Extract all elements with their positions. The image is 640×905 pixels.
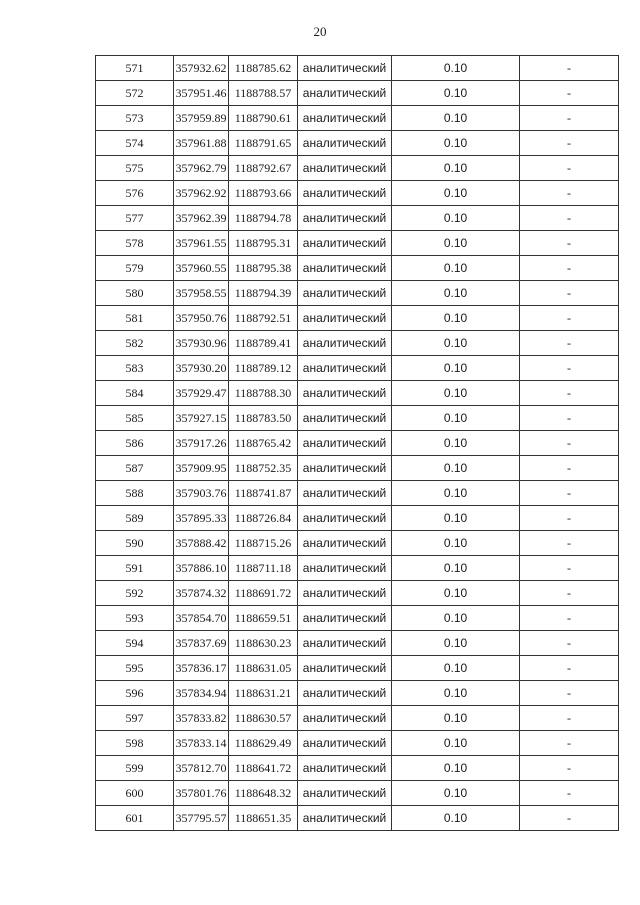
accuracy-cell: 0.10 (392, 431, 520, 456)
accuracy-cell: 0.10 (392, 756, 520, 781)
coordinates-table (95, 55, 619, 831)
method-cell: аналитический (298, 56, 392, 81)
point-number-cell: 582 (96, 331, 174, 356)
point-number-cell: 581 (96, 306, 174, 331)
accuracy-cell: 0.10 (392, 206, 520, 231)
y-coordinate-cell: 1188659.51 (229, 606, 298, 631)
accuracy-cell: 0.10 (392, 656, 520, 681)
description-cell: - (520, 156, 619, 181)
table-row (96, 281, 619, 306)
description-cell: - (520, 531, 619, 556)
description-cell: - (520, 556, 619, 581)
x-coordinate-cell: 357961.55 (174, 231, 229, 256)
x-coordinate-cell: 357812.70 (174, 756, 229, 781)
point-number-cell: 594 (96, 631, 174, 656)
method-cell: аналитический (298, 456, 392, 481)
point-number-cell: 586 (96, 431, 174, 456)
description-cell: - (520, 506, 619, 531)
table-row (96, 381, 619, 406)
point-number-cell: 599 (96, 756, 174, 781)
table-row (96, 756, 619, 781)
table-row (96, 331, 619, 356)
x-coordinate-cell: 357854.70 (174, 606, 229, 631)
accuracy-cell: 0.10 (392, 106, 520, 131)
x-coordinate-cell: 357959.89 (174, 106, 229, 131)
description-cell: - (520, 756, 619, 781)
method-cell: аналитический (298, 531, 392, 556)
description-cell: - (520, 306, 619, 331)
description-cell: - (520, 106, 619, 131)
accuracy-cell: 0.10 (392, 231, 520, 256)
description-cell: - (520, 181, 619, 206)
y-coordinate-cell: 1188631.05 (229, 656, 298, 681)
method-cell: аналитический (298, 281, 392, 306)
x-coordinate-cell: 357888.42 (174, 531, 229, 556)
accuracy-cell: 0.10 (392, 606, 520, 631)
accuracy-cell: 0.10 (392, 556, 520, 581)
method-cell: аналитический (298, 231, 392, 256)
y-coordinate-cell: 1188792.51 (229, 306, 298, 331)
description-cell: - (520, 206, 619, 231)
method-cell: аналитический (298, 656, 392, 681)
method-cell: аналитический (298, 431, 392, 456)
accuracy-cell: 0.10 (392, 331, 520, 356)
description-cell: - (520, 81, 619, 106)
x-coordinate-cell: 357836.17 (174, 656, 229, 681)
x-coordinate-cell: 357895.33 (174, 506, 229, 531)
table-row (96, 806, 619, 831)
accuracy-cell: 0.10 (392, 456, 520, 481)
accuracy-cell: 0.10 (392, 406, 520, 431)
table-row (96, 256, 619, 281)
description-cell: - (520, 356, 619, 381)
description-cell: - (520, 581, 619, 606)
table-row (96, 581, 619, 606)
description-cell: - (520, 256, 619, 281)
point-number-cell: 572 (96, 81, 174, 106)
x-coordinate-cell: 357917.26 (174, 431, 229, 456)
description-cell: - (520, 406, 619, 431)
y-coordinate-cell: 1188741.87 (229, 481, 298, 506)
method-cell: аналитический (298, 256, 392, 281)
y-coordinate-cell: 1188783.50 (229, 406, 298, 431)
description-cell: - (520, 606, 619, 631)
point-number-cell: 596 (96, 681, 174, 706)
y-coordinate-cell: 1188641.72 (229, 756, 298, 781)
x-coordinate-cell: 357932.62 (174, 56, 229, 81)
description-cell: - (520, 131, 619, 156)
y-coordinate-cell: 1188791.65 (229, 131, 298, 156)
x-coordinate-cell: 357837.69 (174, 631, 229, 656)
table-row (96, 131, 619, 156)
accuracy-cell: 0.10 (392, 781, 520, 806)
x-coordinate-cell: 357929.47 (174, 381, 229, 406)
y-coordinate-cell: 1188789.12 (229, 356, 298, 381)
x-coordinate-cell: 357960.55 (174, 256, 229, 281)
description-cell: - (520, 331, 619, 356)
point-number-cell: 591 (96, 556, 174, 581)
y-coordinate-cell: 1188630.23 (229, 631, 298, 656)
method-cell: аналитический (298, 331, 392, 356)
table-row (96, 706, 619, 731)
x-coordinate-cell: 357930.20 (174, 356, 229, 381)
accuracy-cell: 0.10 (392, 131, 520, 156)
method-cell: аналитический (298, 731, 392, 756)
accuracy-cell: 0.10 (392, 306, 520, 331)
point-number-cell: 600 (96, 781, 174, 806)
table-row (96, 206, 619, 231)
y-coordinate-cell: 1188785.62 (229, 56, 298, 81)
table-row (96, 231, 619, 256)
method-cell: аналитический (298, 631, 392, 656)
point-number-cell: 595 (96, 656, 174, 681)
point-number-cell: 584 (96, 381, 174, 406)
accuracy-cell: 0.10 (392, 631, 520, 656)
accuracy-cell: 0.10 (392, 481, 520, 506)
method-cell: аналитический (298, 306, 392, 331)
description-cell: - (520, 656, 619, 681)
description-cell: - (520, 381, 619, 406)
point-number-cell: 590 (96, 531, 174, 556)
description-cell: - (520, 56, 619, 81)
x-coordinate-cell: 357962.92 (174, 181, 229, 206)
method-cell: аналитический (298, 381, 392, 406)
description-cell: - (520, 781, 619, 806)
method-cell: аналитический (298, 606, 392, 631)
coordinates-table-body (96, 56, 619, 831)
accuracy-cell: 0.10 (392, 706, 520, 731)
y-coordinate-cell: 1188752.35 (229, 456, 298, 481)
x-coordinate-cell: 357951.46 (174, 81, 229, 106)
method-cell: аналитический (298, 481, 392, 506)
accuracy-cell: 0.10 (392, 531, 520, 556)
y-coordinate-cell: 1188726.84 (229, 506, 298, 531)
y-coordinate-cell: 1188691.72 (229, 581, 298, 606)
x-coordinate-cell: 357961.88 (174, 131, 229, 156)
method-cell: аналитический (298, 681, 392, 706)
table-row (96, 156, 619, 181)
point-number-cell: 588 (96, 481, 174, 506)
description-cell: - (520, 231, 619, 256)
point-number-cell: 598 (96, 731, 174, 756)
page-number: 20 (313, 24, 327, 39)
table-row (96, 781, 619, 806)
x-coordinate-cell: 357962.39 (174, 206, 229, 231)
point-number-cell: 583 (96, 356, 174, 381)
point-number-cell: 587 (96, 456, 174, 481)
x-coordinate-cell: 357874.32 (174, 581, 229, 606)
accuracy-cell: 0.10 (392, 81, 520, 106)
table-row (96, 731, 619, 756)
y-coordinate-cell: 1188651.35 (229, 806, 298, 831)
x-coordinate-cell: 357903.76 (174, 481, 229, 506)
method-cell: аналитический (298, 506, 392, 531)
y-coordinate-cell: 1188789.41 (229, 331, 298, 356)
x-coordinate-cell: 357833.14 (174, 731, 229, 756)
table-row (96, 56, 619, 81)
y-coordinate-cell: 1188792.67 (229, 156, 298, 181)
table-row (96, 456, 619, 481)
table-row (96, 606, 619, 631)
y-coordinate-cell: 1188631.21 (229, 681, 298, 706)
description-cell: - (520, 631, 619, 656)
x-coordinate-cell: 357886.10 (174, 556, 229, 581)
x-coordinate-cell: 357834.94 (174, 681, 229, 706)
method-cell: аналитический (298, 406, 392, 431)
point-number-cell: 578 (96, 231, 174, 256)
accuracy-cell: 0.10 (392, 181, 520, 206)
point-number-cell: 585 (96, 406, 174, 431)
y-coordinate-cell: 1188765.42 (229, 431, 298, 456)
y-coordinate-cell: 1188793.66 (229, 181, 298, 206)
accuracy-cell: 0.10 (392, 356, 520, 381)
x-coordinate-cell: 357795.57 (174, 806, 229, 831)
table-row (96, 531, 619, 556)
x-coordinate-cell: 357833.82 (174, 706, 229, 731)
method-cell: аналитический (298, 781, 392, 806)
point-number-cell: 574 (96, 131, 174, 156)
accuracy-cell: 0.10 (392, 581, 520, 606)
y-coordinate-cell: 1188788.57 (229, 81, 298, 106)
y-coordinate-cell: 1188788.30 (229, 381, 298, 406)
table-row (96, 506, 619, 531)
point-number-cell: 571 (96, 56, 174, 81)
description-cell: - (520, 806, 619, 831)
x-coordinate-cell: 357909.95 (174, 456, 229, 481)
method-cell: аналитический (298, 356, 392, 381)
accuracy-cell: 0.10 (392, 381, 520, 406)
y-coordinate-cell: 1188794.78 (229, 206, 298, 231)
point-number-cell: 589 (96, 506, 174, 531)
method-cell: аналитический (298, 806, 392, 831)
y-coordinate-cell: 1188711.18 (229, 556, 298, 581)
y-coordinate-cell: 1188790.61 (229, 106, 298, 131)
x-coordinate-cell: 357930.96 (174, 331, 229, 356)
table-row (96, 481, 619, 506)
table-row (96, 106, 619, 131)
accuracy-cell: 0.10 (392, 156, 520, 181)
table-row (96, 306, 619, 331)
x-coordinate-cell: 357962.79 (174, 156, 229, 181)
method-cell: аналитический (298, 181, 392, 206)
accuracy-cell: 0.10 (392, 56, 520, 81)
y-coordinate-cell: 1188795.31 (229, 231, 298, 256)
table-row (96, 656, 619, 681)
accuracy-cell: 0.10 (392, 281, 520, 306)
description-cell: - (520, 456, 619, 481)
description-cell: - (520, 431, 619, 456)
y-coordinate-cell: 1188715.26 (229, 531, 298, 556)
point-number-cell: 576 (96, 181, 174, 206)
point-number-cell: 573 (96, 106, 174, 131)
table-row (96, 431, 619, 456)
method-cell: аналитический (298, 81, 392, 106)
point-number-cell: 580 (96, 281, 174, 306)
method-cell: аналитический (298, 556, 392, 581)
table-row (96, 406, 619, 431)
table-row (96, 681, 619, 706)
accuracy-cell: 0.10 (392, 806, 520, 831)
y-coordinate-cell: 1188794.39 (229, 281, 298, 306)
table-row (96, 81, 619, 106)
table-row (96, 556, 619, 581)
description-cell: - (520, 731, 619, 756)
accuracy-cell: 0.10 (392, 681, 520, 706)
y-coordinate-cell: 1188630.57 (229, 706, 298, 731)
accuracy-cell: 0.10 (392, 256, 520, 281)
y-coordinate-cell: 1188795.38 (229, 256, 298, 281)
method-cell: аналитический (298, 706, 392, 731)
x-coordinate-cell: 357801.76 (174, 781, 229, 806)
point-number-cell: 577 (96, 206, 174, 231)
y-coordinate-cell: 1188629.49 (229, 731, 298, 756)
accuracy-cell: 0.10 (392, 731, 520, 756)
x-coordinate-cell: 357958.55 (174, 281, 229, 306)
x-coordinate-cell: 357927.15 (174, 406, 229, 431)
table-row (96, 356, 619, 381)
method-cell: аналитический (298, 156, 392, 181)
method-cell: аналитический (298, 206, 392, 231)
point-number-cell: 592 (96, 581, 174, 606)
method-cell: аналитический (298, 106, 392, 131)
description-cell: - (520, 681, 619, 706)
x-coordinate-cell: 357950.76 (174, 306, 229, 331)
y-coordinate-cell: 1188648.32 (229, 781, 298, 806)
description-cell: - (520, 281, 619, 306)
point-number-cell: 579 (96, 256, 174, 281)
point-number-cell: 575 (96, 156, 174, 181)
table-row (96, 631, 619, 656)
point-number-cell: 597 (96, 706, 174, 731)
table-row (96, 181, 619, 206)
description-cell: - (520, 481, 619, 506)
method-cell: аналитический (298, 756, 392, 781)
point-number-cell: 601 (96, 806, 174, 831)
description-cell: - (520, 706, 619, 731)
method-cell: аналитический (298, 581, 392, 606)
point-number-cell: 593 (96, 606, 174, 631)
method-cell: аналитический (298, 131, 392, 156)
accuracy-cell: 0.10 (392, 506, 520, 531)
